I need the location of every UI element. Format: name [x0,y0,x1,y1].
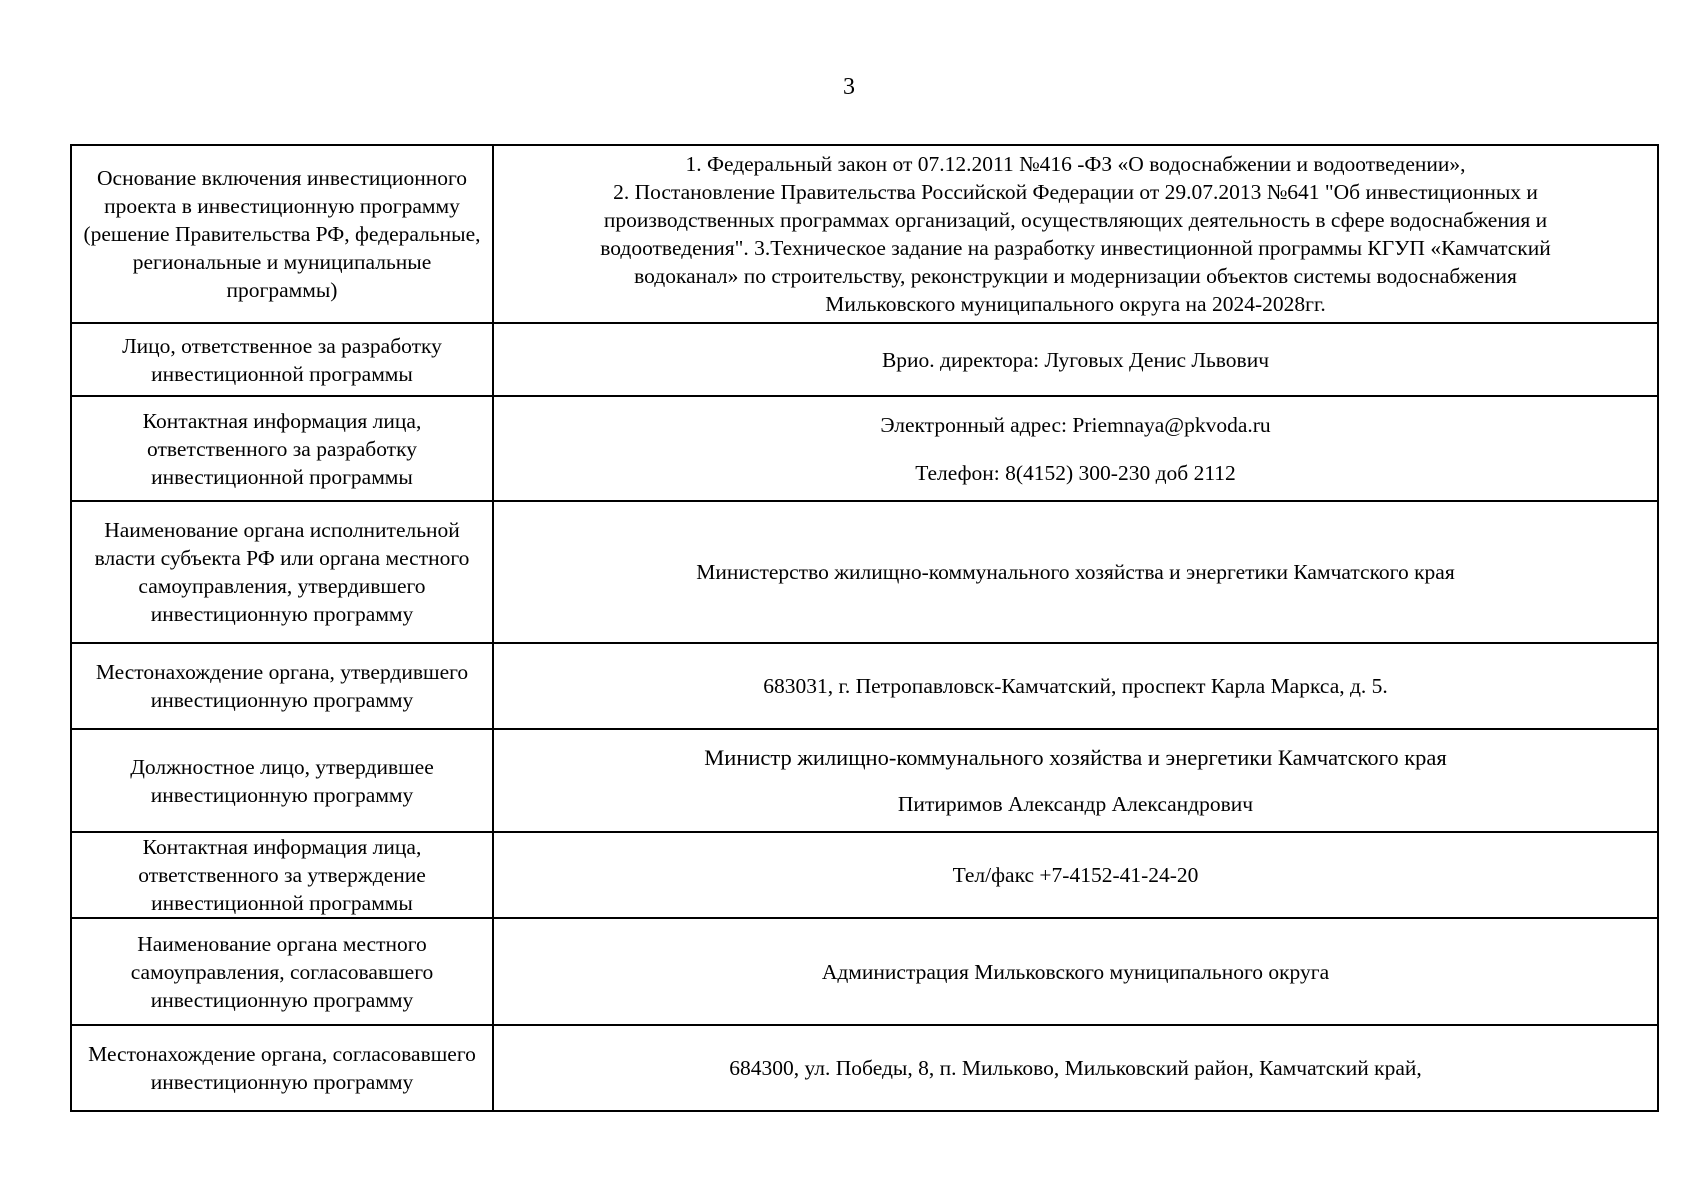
row-label-agreeing-body: Наименование органа местного самоуправления, согласовавшего инвестиционную программу [71,918,493,1025]
row-value-basis [493,145,1658,323]
row-label-developer: Лицо, ответственное за разработку инвестиционной программы [71,323,493,396]
approver-phone-fax: Тел/факс +7-4152-41-24-20 [952,863,1199,887]
row-value-developer [493,323,1658,396]
table-row [71,501,1658,643]
developer-name: Врио. директора: Луговых Денис Львович [881,347,1270,372]
row-label-agreeing-body-location: Местонахождение органа, согласовавшего инвестиционную программу [71,1025,493,1111]
row-label-basis: Основание включения инвестиционного проекта в инвестиционную программу (решение Правительства РФ, федеральные, региональные и муниципальные программы) [71,145,493,323]
row-value-developer-contacts [493,396,1658,501]
agreeing-body-address: 684300, ул. Победы, 8, п. Мильково, Мильковский район, Камчатский край, [729,1056,1422,1080]
row-value-approving-body-location [493,643,1658,729]
basis-line: 2. Постановление Правительства Российской Федерации от 29.07.2013 №641 "Об инвестиционных и [613,180,1538,204]
approving-body-address: 683031, г. Петропавловск-Камчатский, проспект Карла Маркса, д. 5. [763,674,1388,698]
table-row [71,145,1658,323]
row-label-approving-body: Наименование органа исполнительной власти субъекта РФ или органа местного самоуправления, утвердившего инвестиционную программу [71,501,493,643]
row-value-approving-body [493,501,1658,643]
row-label-approving-body-location: Местонахождение органа, утвердившего инвестиционную программу [71,643,493,729]
basis-line: производственных программах организаций, осуществляющих деятельность в сфере водоснабжения и [603,208,1548,232]
table-row [71,396,1658,501]
agreeing-body-name: Администрация Мильковского муниципального округа [821,959,1330,984]
investment-program-info-table [70,144,1659,1112]
table-row [71,729,1658,832]
row-label-approving-official: Должностное лицо, утвердившее инвестиционную программу [71,729,493,832]
table-row [71,1025,1658,1111]
row-label-developer-contacts: Контактная информация лица, ответственного за разработку инвестиционной программы [71,396,493,501]
approving-official-position: Министр жилищно-коммунального хозяйства и энергетики Камчатского края [704,744,1447,770]
row-value-approving-official [493,729,1658,832]
table-row [71,832,1658,918]
basis-line: водоотведения". 3.Техническое задание на разработку инвестиционной программы КГУП «Камчатский [600,236,1551,260]
developer-phone: Телефон: 8(4152) 300-230 доб 2112 [915,460,1236,485]
approving-body-name: Министерство жилищно-коммунального хозяйства и энергетики Камчатского края [696,560,1455,584]
row-value-agreeing-body-location [493,1025,1658,1111]
table-row [71,643,1658,729]
basis-line: 1. Федеральный закон от 07.12.2011 №416 -ФЗ «О водоснабжении и водоотведении», [685,152,1466,176]
table-row [71,323,1658,396]
developer-email: Электронный адрес: Priemnaya@pkvoda.ru [880,412,1271,437]
row-label-approver-contacts: Контактная информация лица, ответственного за утверждение инвестиционной программы [71,832,493,918]
basis-line: Мильковского муниципального округа на 2024-2028гг. [825,292,1326,316]
page-number: 3 [843,74,855,100]
basis-line: водоканал» по строительству, реконструкции и модернизации объектов системы водоснабжения [634,264,1517,288]
row-value-approver-contacts [493,832,1658,918]
table-row [71,918,1658,1025]
approving-official-name: Питиримов Александр Александрович [897,791,1254,816]
row-value-agreeing-body [493,918,1658,1025]
